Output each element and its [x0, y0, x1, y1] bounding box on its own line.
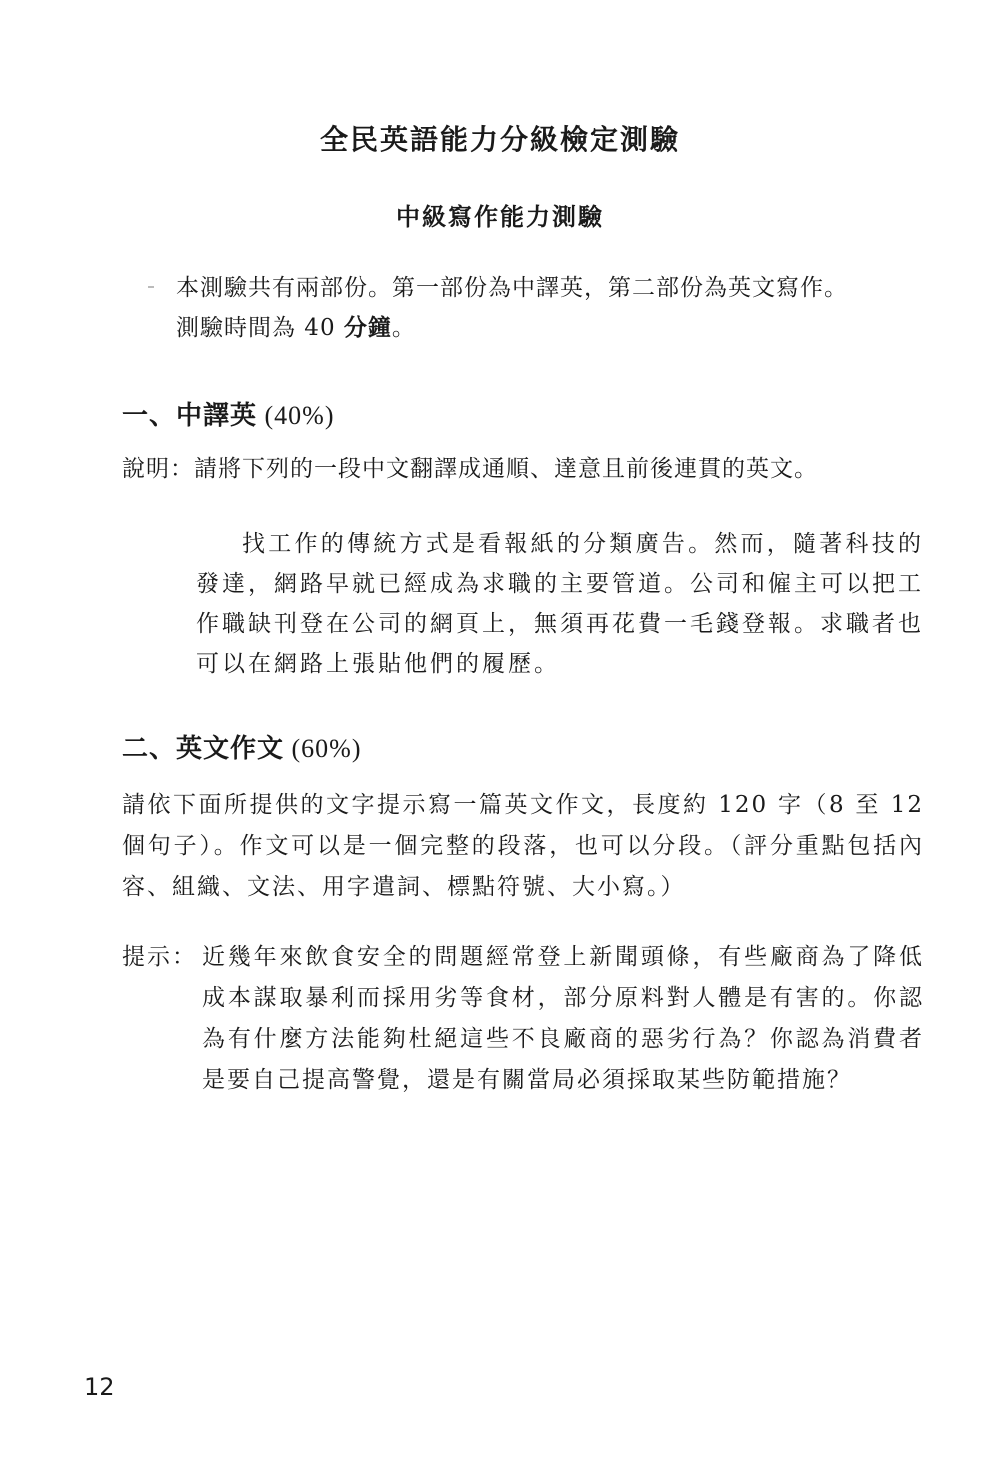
section2-heading-text: 二、英文作文: [122, 734, 285, 764]
hint-label: 提示：: [122, 944, 197, 970]
page-number: 12: [84, 1373, 115, 1401]
translation-passage: 找工作的傳統方式是看報紙的分類廣告。然而，隨著科技的發達，網路早就已經成為求職的主要管道。公司和僱主可以把工作職缺刊登在公司的網頁上，無須再花費一毛錢登報。求職者也可以在網路上張貼他們的履歷。: [196, 531, 924, 677]
section1-heading: [122, 395, 335, 432]
page-subtitle: 中級寫作能力測驗: [396, 202, 604, 231]
section1-instruction: 說明：請將下列的一段中文翻譯成通順、達意且前後連貫的英文。: [122, 456, 818, 482]
section2-heading: [122, 728, 362, 765]
scan-speck: [148, 286, 154, 288]
intro-line-2-post: 。: [391, 315, 416, 341]
section1-percent: (40%): [257, 401, 335, 430]
intro-line-1: 本測驗共有兩部份。第一部份為中譯英，第二部份為英文寫作。: [176, 275, 848, 301]
intro-line-2-bold: 分鐘: [343, 314, 392, 341]
page-title: 全民英語能力分級檢定測驗: [319, 123, 680, 156]
essay-hint: [122, 937, 924, 1101]
section1-heading-text: 一、中譯英: [122, 401, 258, 431]
section2-percent: (60%): [284, 734, 362, 763]
intro-line-2-pre: 測驗時間為 40: [176, 315, 344, 341]
hint-text: 近幾年來飲食安全的問題經常登上新聞頭條，有些廠商為了降低成本謀取暴利而採用劣等食材，部分原料對人體是有害的。你認為有什麼方法能夠杜絕這些不良廠商的惡劣行為？你認為消費者是要自己提高警覺，還是有關當局必須採取某些防範措施？: [202, 944, 924, 1093]
test-intro: [176, 268, 926, 348]
section2-instruction: 請依下面所提供的文字提示寫一篇英文作文，長度約 120 字（8 至 12 個句子）。作文可以是一個完整的段落，也可以分段。（評分重點包括內容、組織、文法、用字遣詞、標點符號、大小寫。）: [122, 792, 924, 900]
